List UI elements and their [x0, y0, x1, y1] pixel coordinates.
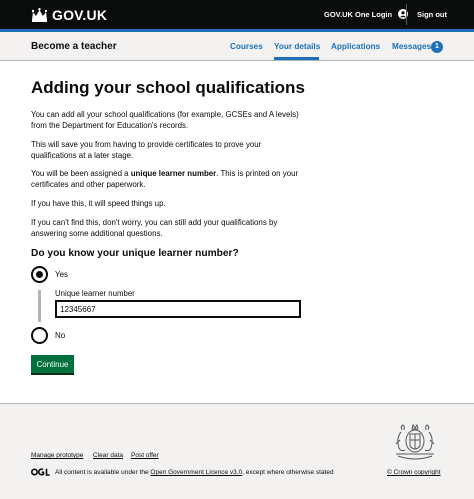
messages-count-badge: 1 [431, 41, 443, 53]
radio-yes[interactable] [31, 266, 48, 283]
ogl-logo [31, 468, 50, 476]
service-navigation [0, 32, 474, 61]
continue-button[interactable]: Continue [31, 355, 74, 373]
service-name[interactable]: Become a teacher [31, 41, 117, 52]
sign-out-link[interactable]: Sign out [417, 10, 447, 19]
nav-item-courses[interactable]: Courses [230, 42, 263, 51]
save-paragraph: This will save you from having to provide certificates to prove your qualifications at a later stage. [31, 140, 262, 160]
licence-text: All content is available under the Open Government Licence v3.0, except where otherwise stated [55, 469, 334, 476]
one-login-label: GOV.UK One Login [324, 9, 393, 19]
licence-link[interactable]: Open Government Licence v3.0 [150, 469, 243, 476]
fallback-paragraph: If you can't find this, don't worry, you can still add your qualifications by answering some additional questions. [31, 218, 278, 238]
uln-field-label: Unique learner number [55, 289, 135, 298]
radio-no[interactable] [31, 327, 48, 344]
nav-item-your-details[interactable]: Your details [274, 42, 321, 51]
crown-icon [31, 8, 48, 22]
footer-link-manage-prototype[interactable]: Manage prototype [31, 452, 84, 459]
nav-item-applications[interactable]: Applications [331, 42, 381, 51]
conditional-reveal-border [38, 290, 41, 322]
page-title: Adding your school qualifications [31, 78, 305, 97]
uln-bold-text: unique learner number [130, 169, 217, 178]
footer-link-clear-data[interactable]: Clear data [93, 452, 123, 459]
radio-no-label[interactable]: No [55, 331, 66, 340]
question-heading: Do you know your unique learner number? [31, 248, 239, 259]
ogl-icon [31, 468, 50, 476]
footer-link-post-offer[interactable]: Post offer [131, 452, 159, 459]
active-nav-indicator [274, 57, 319, 60]
govuk-logo[interactable] [31, 7, 107, 23]
uln-input[interactable] [55, 300, 301, 318]
uln-paragraph: You will be been assigned a unique learner number. This is printed on your certificates and other paperwork. [31, 169, 299, 189]
intro-paragraph: You can add all your school qualifications (for example, GCSEs and A levels) from the Department for Education's records. [31, 110, 299, 130]
speed-paragraph: If you have this, it will speed things up. [31, 199, 166, 208]
nav-item-messages[interactable]: Messages [392, 42, 432, 51]
one-login-link[interactable] [324, 9, 408, 19]
header-divider [406, 4, 407, 25]
royal-coat-of-arms-icon [388, 420, 442, 464]
logo-text: GOV.UK [52, 7, 108, 23]
radio-yes-label[interactable]: Yes [55, 270, 69, 279]
crown-copyright-link[interactable]: © Crown copyright [387, 469, 441, 476]
govuk-header [0, 0, 474, 29]
radio-selected-dot [36, 271, 43, 278]
